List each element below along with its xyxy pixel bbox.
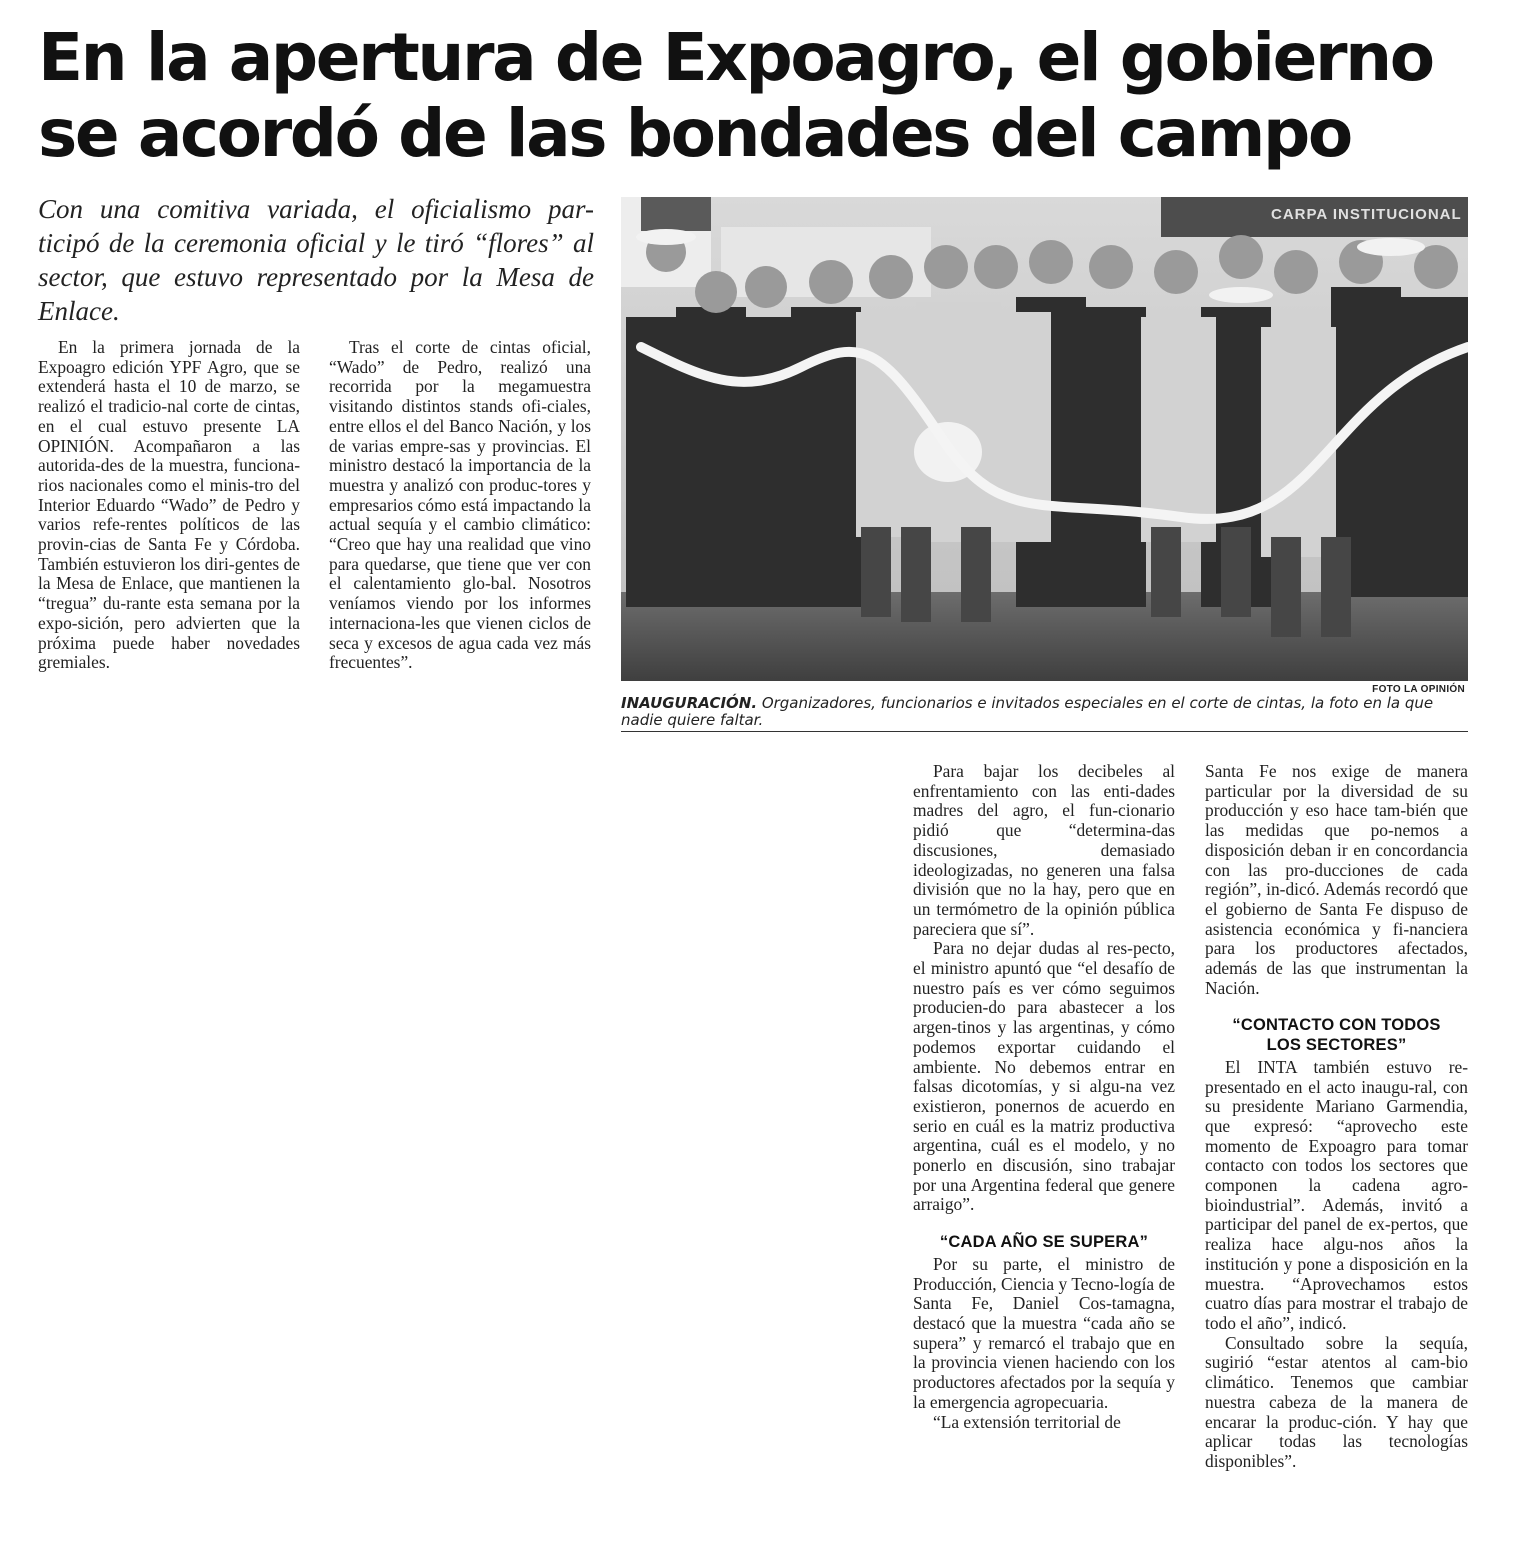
col3-paragraph-2: Para no dejar dudas al res-pecto, el ministro apuntó que “el desafío de nuestro país es ver cómo seguimos producien-do para abastecer a los argen-tinos y las argentinas, y cómo podemos exportar cuidando el ambiente. No debemos entrar en falsas dicotomías, y si algu-na vez existieron, ponernos de acuerdo en serio en cuál es la matriz productiva argentina, cuál es el modelo, y no ponerlo en discusión, sino trabajar por una Argentina federal que genere arraigo”. [913, 938, 1175, 1215]
article-column-2 [329, 338, 591, 673]
col4-paragraph-1: Santa Fe nos exige de manera particular por la diversidad de su producción y eso hace tam-bién que las medidas que po-nemos a disposición deban ir en concordancia con las pro-ducciones de cada región”, in-dicó. Además recordó que el gobierno de Santa Fe dispuso de asistencia económica y fi-nanciera para los productores afectados, además de las que instrumentan la Nación. [1205, 761, 1468, 998]
col4-paragraph-2: El INTA también estuvo re-presentado en el acto inaugu-ral, con su presidente Mariano Garmendia, que expresó: “aprovecho este momento de Expoagro para tomar contacto con todos los sectores que componen la cadena agro-bioindustrial”. Además, invitó a participar del panel de ex-pertos, que realiza hace algu-nos años la institución y pone a disposición en la muestra. “Aprovechamos estos cuatro días para mostrar el trabajo de todo el año”, indicó. [1205, 1056, 1468, 1333]
col2-paragraph-1: Tras el corte de cintas oficial, “Wado” de Pedro, realizó una recorrida por la megamuestra visitando distintos stands ofi-ciales, entre ellos el del Banco Nación, y los de varias empre-sas y provincias. El ministro destacó la importancia de la muestra y analizó con produc-tores y empresarios cómo está impactando la actual sequía y el cambio climático: “Creo que hay una realidad que vino para quedarse, que tiene que ver con el calentamiento glo-bal. Nosotros veníamos viendo por los informes internaciona-les que vienen ciclos de seca y excesos de agua cada vez más frecuentes”. [329, 337, 591, 673]
crowd-photo-illustration [621, 197, 1468, 681]
col3-paragraph-1: Para bajar los decibeles al enfrentamiento con las enti-dades madres del agro, el fun-cionario pidió que “determina-das discusiones, demasiado ideologizadas, no generen una falsa división que no la hay, pero que en un termómetro de la opinión pública pareciera que sí”. [913, 761, 1175, 939]
photo-credit: FOTO LA OPINIÓN [1372, 684, 1465, 695]
subhead-cada-ano: “CADA AÑO SE SUPERA” [939, 1233, 1149, 1252]
deck-subtitle: Con una comitiva variada, el oficialismo par-ticipó de la ceremonia oficial y le tiró “flores” al sector, que estuvo representado por la Mesa de Enlace. [38, 194, 594, 326]
photo-caption [621, 695, 1468, 732]
headline: En la apertura de Expoagro, el gobierno se acordó de las bondades del campo [38, 19, 1433, 172]
article-column-1 [38, 338, 300, 673]
col1-paragraph-1: En la primera jornada de la Expoagro edición YPF Agro, que se extenderá hasta el 10 de marzo, se realizó el tradicio-nal corte de cintas, en el cual estuvo presente LA OPINIÓN. Acompañaron a las autorida-des de la muestra, funciona-rios nacionales como el minis-tro del Interior Eduardo “Wado” de Pedro y varios refe-rentes políticos de las provin-cias de Santa Fe y Córdoba. También estuvieron los diri-gentes de la Mesa de Enlace, que mantienen la “tregua” du-rante esta semana por la expo-sición, pero advierten que la próxima puede haber novedades gremiales. [38, 337, 300, 673]
caption-text: Organizadores, funcionarios e invitados especiales en el corte de cintas, la foto en la que nadie quiere faltar. [621, 694, 1434, 729]
caption-lead: INAUGURACIÓN. [621, 694, 758, 712]
tent-sign: CARPA INSTITUCIONAL [1271, 206, 1462, 223]
article-column-3 [913, 762, 1175, 1432]
news-photo [621, 197, 1468, 681]
subhead-contacto: “CONTACTO CON TODOS LOS SECTORES” [1232, 1016, 1441, 1055]
col3-paragraph-4: “La extensión territorial de [933, 1411, 1121, 1432]
col3-paragraph-3: Por su parte, el ministro de Producción, Ciencia y Tecno-logía de Santa Fe, Daniel Cos-tamagna, destacó que la muestra “cada año se supera” y remarcó el trabajo que en la provincia vienen haciendo con los productores afectados por la sequía y la emergencia agropecuaria. [913, 1253, 1175, 1412]
article-column-4 [1205, 762, 1468, 1472]
col4-paragraph-3: Consultado sobre la sequía, sugirió “estar atentos al cam-bio climático. Tenemos que cambiar nuestra cabeza de la manera de encarar la produc-ción. Y hay que aplicar todas las tecnologías disponibles”. [1205, 1332, 1468, 1471]
